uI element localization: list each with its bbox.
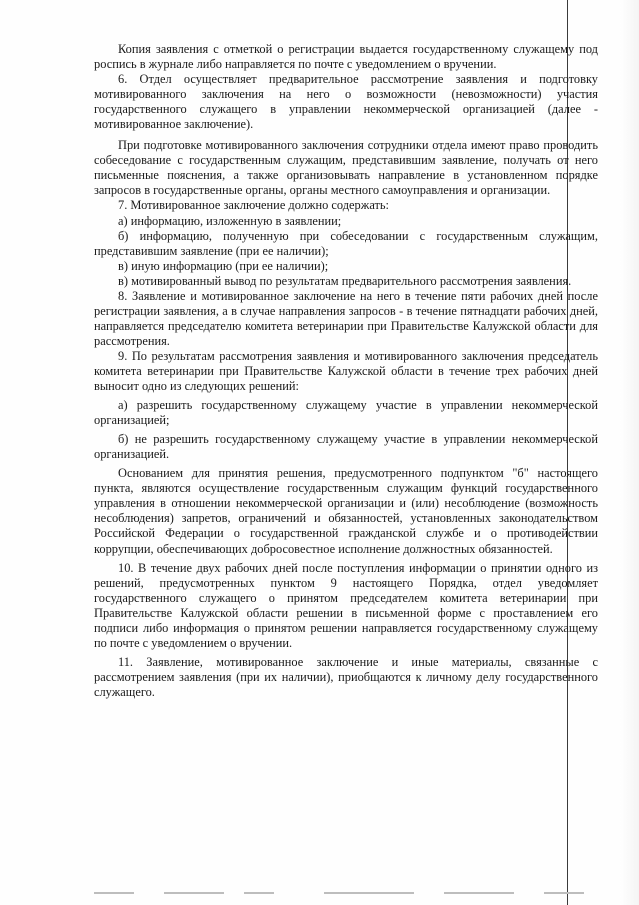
paragraph-10-notification: 10. В течение двух рабочих дней после поступления информации о принятии одного из решений, предусмотренных пунктом 9 настоящего Порядка, отдел уведомляет государственного служащего о принятом председателем комитета ветеринарии при Правительстве Калужской области решении в письменной форме с проставлением его подписи либо информация о принятом решении направляется государственному служащему по почте с уведомлением о вручении.: [94, 560, 598, 650]
paragraph-9-grounds: Основанием для принятия решения, предусмотренного подпунктом "б" настоящего пункта, являются осуществление государственным служащим функций государственного управления в отношении некоммерческой организации и (или) несоблюдение (возможность несоблюдения) запретов, ограничений и обязанностей, установленных законодательством Российской Федерации о государственной гражданской службе и о противодействии коррупции, обеспечивающих добросовестное исполнение должностных обязанностей.: [94, 466, 598, 556]
list-item-7d: в) мотивированный вывод по результатам предварительного рассмотрения заявления.: [118, 273, 572, 288]
list-item-7b: б) информацию, полученную при собеседовании с государственным служащим, представившим заявление (при ее наличии);: [94, 228, 598, 258]
scan-footer-marks: [94, 892, 594, 898]
paragraph-6-preliminary-review: 6. Отдел осуществляет предварительное рассмотрение заявления и подготовку мотивированного заключения на него о возможности (невозможности) участия государственного служащего в управлении некоммерческой организацией (далее - мотивированное заключение).: [94, 72, 598, 132]
paragraph-8-submission: 8. Заявление и мотивированное заключение на него в течение пяти рабочих дней после регистрации заявления, а в случае направления запросов - в течение пятнадцати рабочих дней, направляется председателю комитета ветеринарии при Правительстве Калужской области для рассмотрения.: [94, 288, 598, 348]
list-item-7a: а) информацию, изложенную в заявлении;: [118, 213, 342, 228]
page-edge-shadow: [620, 0, 639, 905]
paragraph-9-decision: 9. По результатам рассмотрения заявления и мотивированного заключения председатель комитета ветеринарии при Правительстве Калужской области в течение трех рабочих дней выносит одно из следующих решений:: [94, 348, 598, 394]
list-item-9a: а) разрешить государственному служащему участие в управлении некоммерческой организацией;: [94, 398, 598, 428]
list-item-7c: в) иную информацию (при ее наличии);: [118, 258, 329, 273]
paragraph-11-materials: 11. Заявление, мотивированное заключение и иные материалы, связанные с рассмотрением заявления (при их наличии), приобщаются к личному делу государственного служащего.: [94, 654, 598, 699]
paragraph-7-conclusion-content: 7. Мотивированное заключение должно содержать:: [118, 198, 390, 213]
list-item-9b: б) не разрешить государственному служащему участие в управлении некоммерческой организацией.: [94, 432, 598, 462]
paragraph-6-interview-rights: При подготовке мотивированного заключения сотрудники отдела имеют право проводить собеседование с государственным служащим, представившим заявление, получать от него письменные пояснения, а также организовывать направление в установленном порядке запросов в государственные органы, органы местного самоуправления и организации.: [94, 138, 598, 198]
document-body: [94, 42, 598, 700]
paragraph-copy-registration: Копия заявления с отметкой о регистрации выдается государственному служащему под роспись в журнале либо направляется по почте с уведомлением о вручении.: [94, 42, 598, 72]
